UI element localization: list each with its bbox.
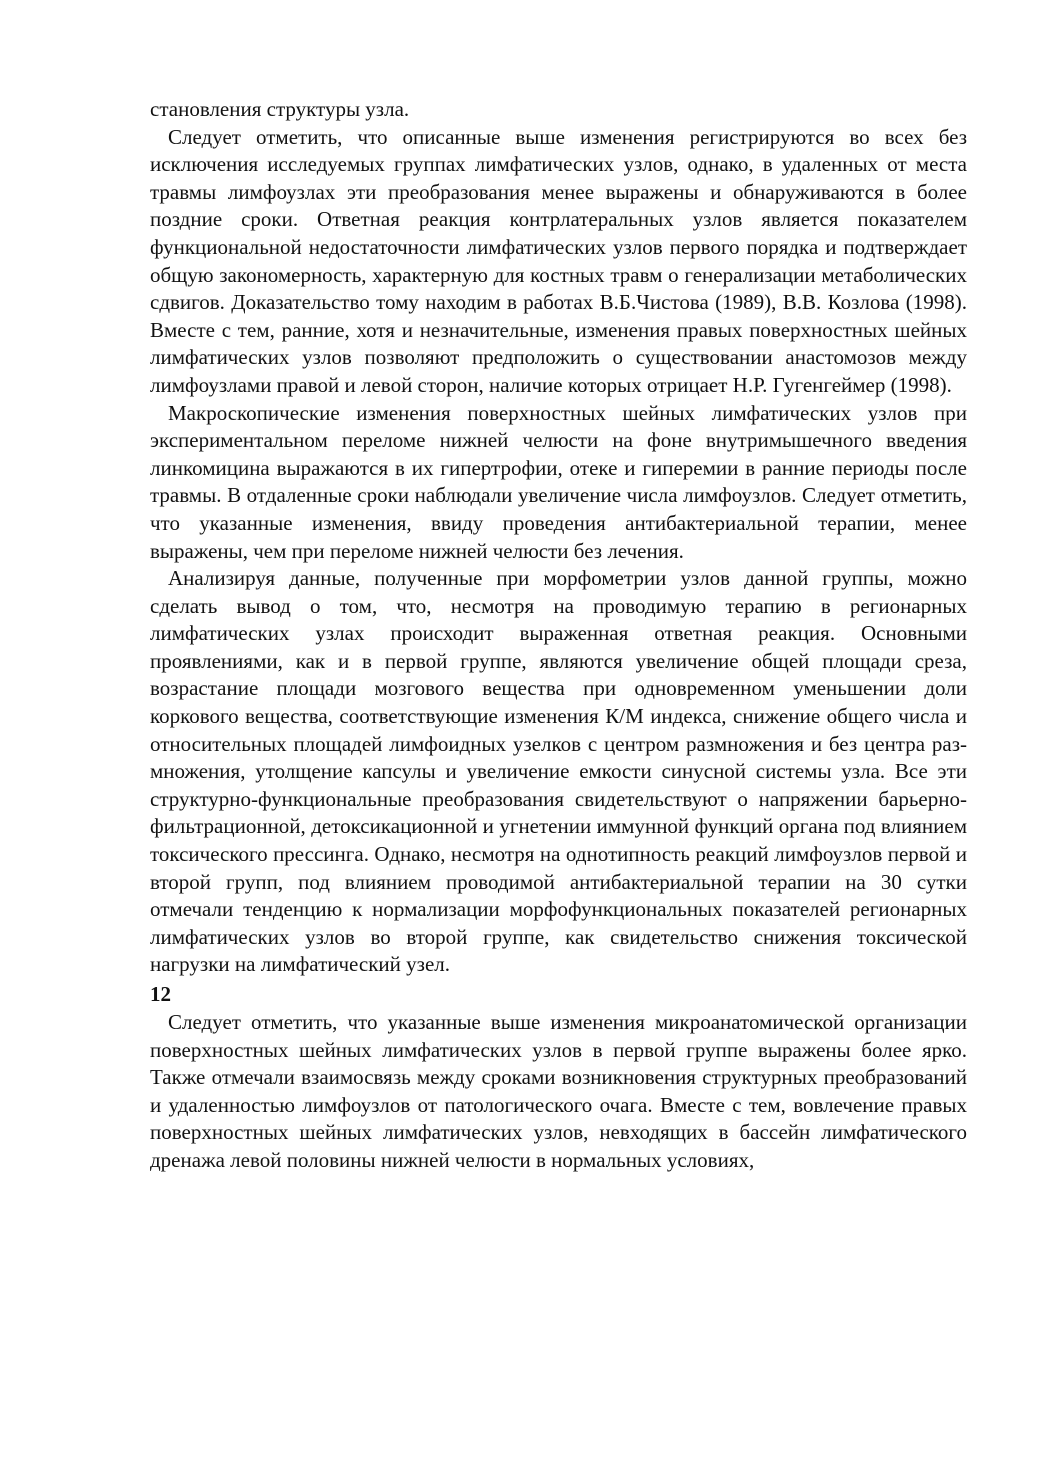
page-number: 12 [150, 982, 171, 1006]
paragraph-morphometry-analysis: Анализируя данные, полученные при морфометрии узлов данной группы, можно сделать вывод о том, что, несмотря на проводимую терапию в регионарных лимфатических узлах происходит выраженная ответная реакция. Основными проявлениями, как и в первой группе, являются увеличение общей площади среза, возрастание площади мозгового вещества при одновременном уменьшении доли коркового вещества, соответствующие изменения К/М индекса, снижение общего числа и относительных площадей лимфоидных узелков с центром размножения и без центра размножения, утолщение капсулы и увеличение емкости синусной системы узла. Все эти структурно-функциональные преобразования свидетельствуют о напряжении барьерно-фильтрационной, детоксикационной и угнетении иммунной функций органа под влиянием токсического прессинга. Однако, несмотря на однотипность реакций лимфоузлов первой и второй групп, под влиянием проводимой антибактериальной терапии на 30 сутки отмечали тенденцию к нормализации морфофункциональных показателей регионарных лимфатических узлов во второй группе, как свидетельство снижения токсической нагрузки на лимфатический узел. [150, 566, 967, 977]
document-page [150, 96, 967, 1175]
paragraph-microanatomical-changes: Следует отметить, что указанные выше изменения микроанатомической организации поверхностных шейных лимфатических узлов в первой группе выражены более ярко. Также отмечали взаимосвязь между сроками возникновения структурных преобразований и удаленностью лимфоузлов от патологического очага. Вместе с тем, вовлечение правых поверхностных шейных лимфатических узлов, невходящих в бассейн лимфатического дренажа левой половины нижней челюсти в нормальных условиях, [150, 1010, 967, 1172]
paragraph-macroscopic-changes: Макроскопические изменения поверхностных шейных лимфатических узлов при экспериментальном переломе нижней челюсти на фоне внутримышечного введения линкомицина выражаются в их гипертрофии, отеке и гиперемии в ранние периоды после травмы. В отдаленные сроки наблюдали увеличение числа лимфоузлов. Следует отметить, что указанные изменения, ввиду проведения антибактериальной терапии, менее выражены, чем при переломе нижней челюсти без лечения. [150, 400, 967, 563]
paragraph-continuation: становления структуры узла. [150, 97, 410, 121]
paragraph-contralateral-nodes: Следует отметить, что описанные выше изменения регистрируются во всех без исключения исследуемых группах лимфатических узлов, однако, в удаленных от места травмы лимфоузлах эти преобразования менее выражены и обнаруживаются в более поздние сроки. Ответная реакция контрлатеральных узлов является показателем функциональной недостаточности лимфатических узлов первого порядка и подтверждает общую закономерность, характерную для костных травм о генерализации метаболических сдвигов. Доказательство тому находим в работах В.Б.Чистова (1989), В.В. Козлова (1998). Вместе с тем, ранние, хотя и незначительные, изменения правых поверхностных шейных лимфатических узлов позволяют предположить о существовании анастомозов между лимфоузлами правой и левой сторон, наличие которых отрицает Н.Р. Гугенгеймер (1998). [150, 124, 967, 397]
